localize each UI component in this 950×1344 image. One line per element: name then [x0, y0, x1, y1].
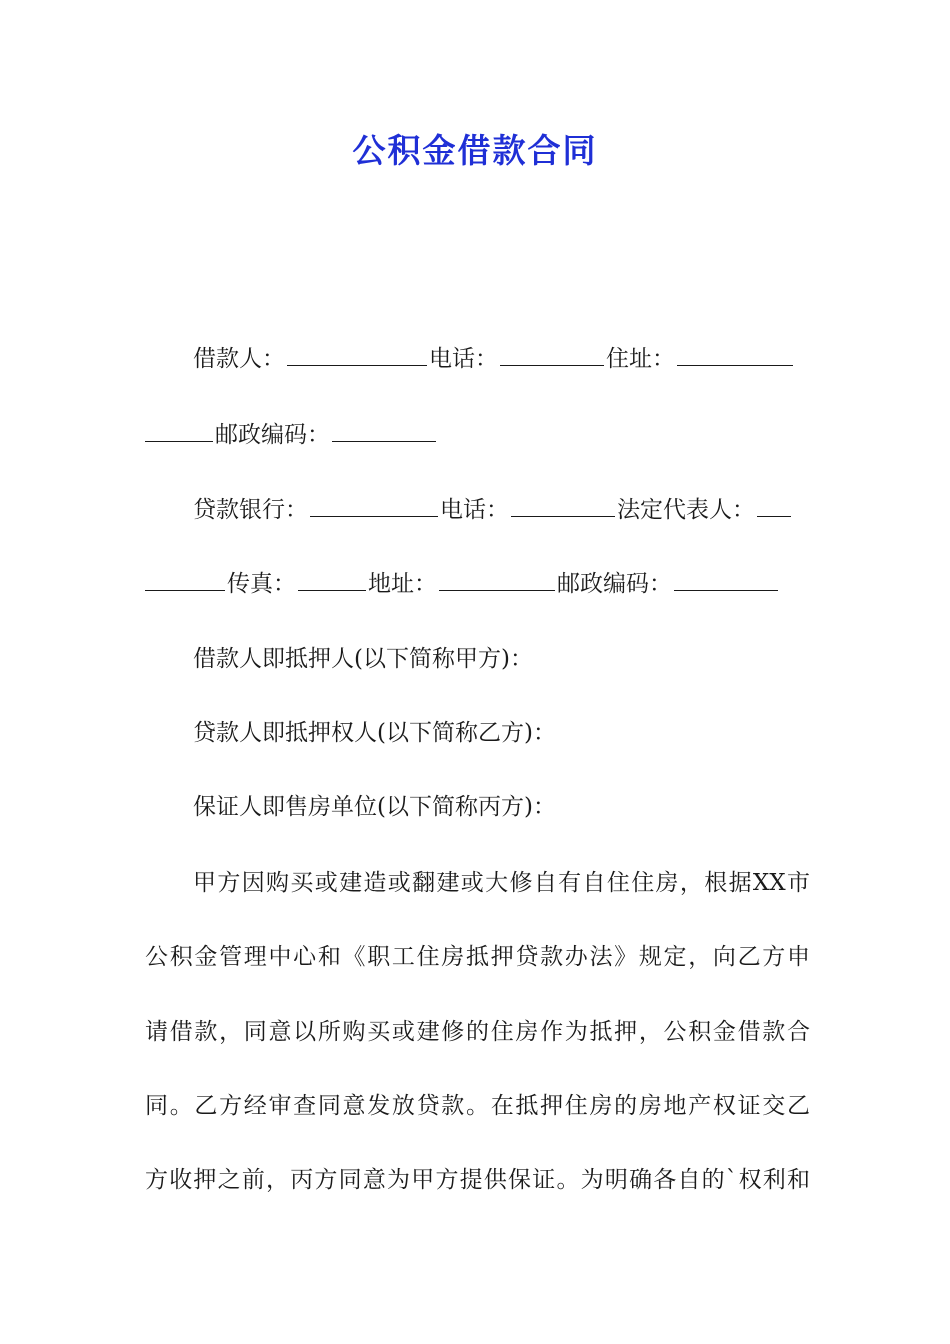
borrower-line-1 — [193, 343, 810, 375]
bank-line-1 — [193, 494, 810, 526]
body-line-5: 方收押之前，丙方同意为甲方提供保证。为明确各自的`权利和 — [145, 1167, 810, 1193]
borrower-address-blank[interactable] — [677, 345, 793, 366]
bank-line-2 — [145, 568, 810, 600]
borrower-address-label: 住址： — [606, 346, 675, 372]
party-b-line: 贷款人即抵押权人(以下简称乙方)： — [193, 720, 556, 746]
bank-postcode-label: 邮政编码： — [557, 571, 672, 597]
body-line-2: 公积金管理中心和《职工住房抵押贷款办法》规定，向乙方申 — [145, 944, 810, 970]
borrower-postcode-blank[interactable] — [332, 421, 436, 442]
borrower-phone-label: 电话： — [429, 346, 498, 372]
body-line-3: 请借款，同意以所购买或建修的住房作为抵押，公积金借款合 — [145, 1019, 810, 1045]
borrower-postcode-label: 邮政编码： — [215, 422, 330, 448]
borrower-name-blank[interactable] — [287, 345, 427, 366]
bank-address-label: 地址： — [368, 571, 437, 597]
body-line-1: 甲方因购买或建造或翻建或大修自有自住住房，根据XX市 — [193, 870, 810, 896]
borrower-label: 借款人： — [193, 346, 285, 372]
fax-blank[interactable] — [298, 570, 366, 591]
borrower-line-2 — [145, 419, 810, 451]
bank-address-blank[interactable] — [439, 570, 555, 591]
document-title: 公积金借款合同 — [352, 131, 598, 170]
party-c-line: 保证人即售房单位(以下简称丙方)： — [193, 794, 556, 820]
body-line-4: 同。乙方经审查同意发放贷款。在抵押住房的房地产权证交乙 — [145, 1093, 810, 1119]
bank-phone-blank[interactable] — [511, 496, 615, 517]
borrower-phone-blank[interactable] — [500, 345, 604, 366]
bank-name-blank[interactable] — [310, 496, 438, 517]
bank-label: 贷款银行： — [193, 497, 308, 523]
borrower-address-blank-cont[interactable] — [145, 421, 213, 442]
party-a-line: 借款人即抵押人(以下简称甲方)： — [193, 646, 533, 672]
bank-phone-label: 电话： — [440, 497, 509, 523]
legal-rep-blank[interactable] — [757, 496, 791, 517]
fax-label: 传真： — [227, 571, 296, 597]
legal-rep-blank-cont[interactable] — [145, 570, 225, 591]
bank-postcode-blank[interactable] — [674, 570, 778, 591]
legal-rep-label: 法定代表人： — [617, 497, 755, 523]
